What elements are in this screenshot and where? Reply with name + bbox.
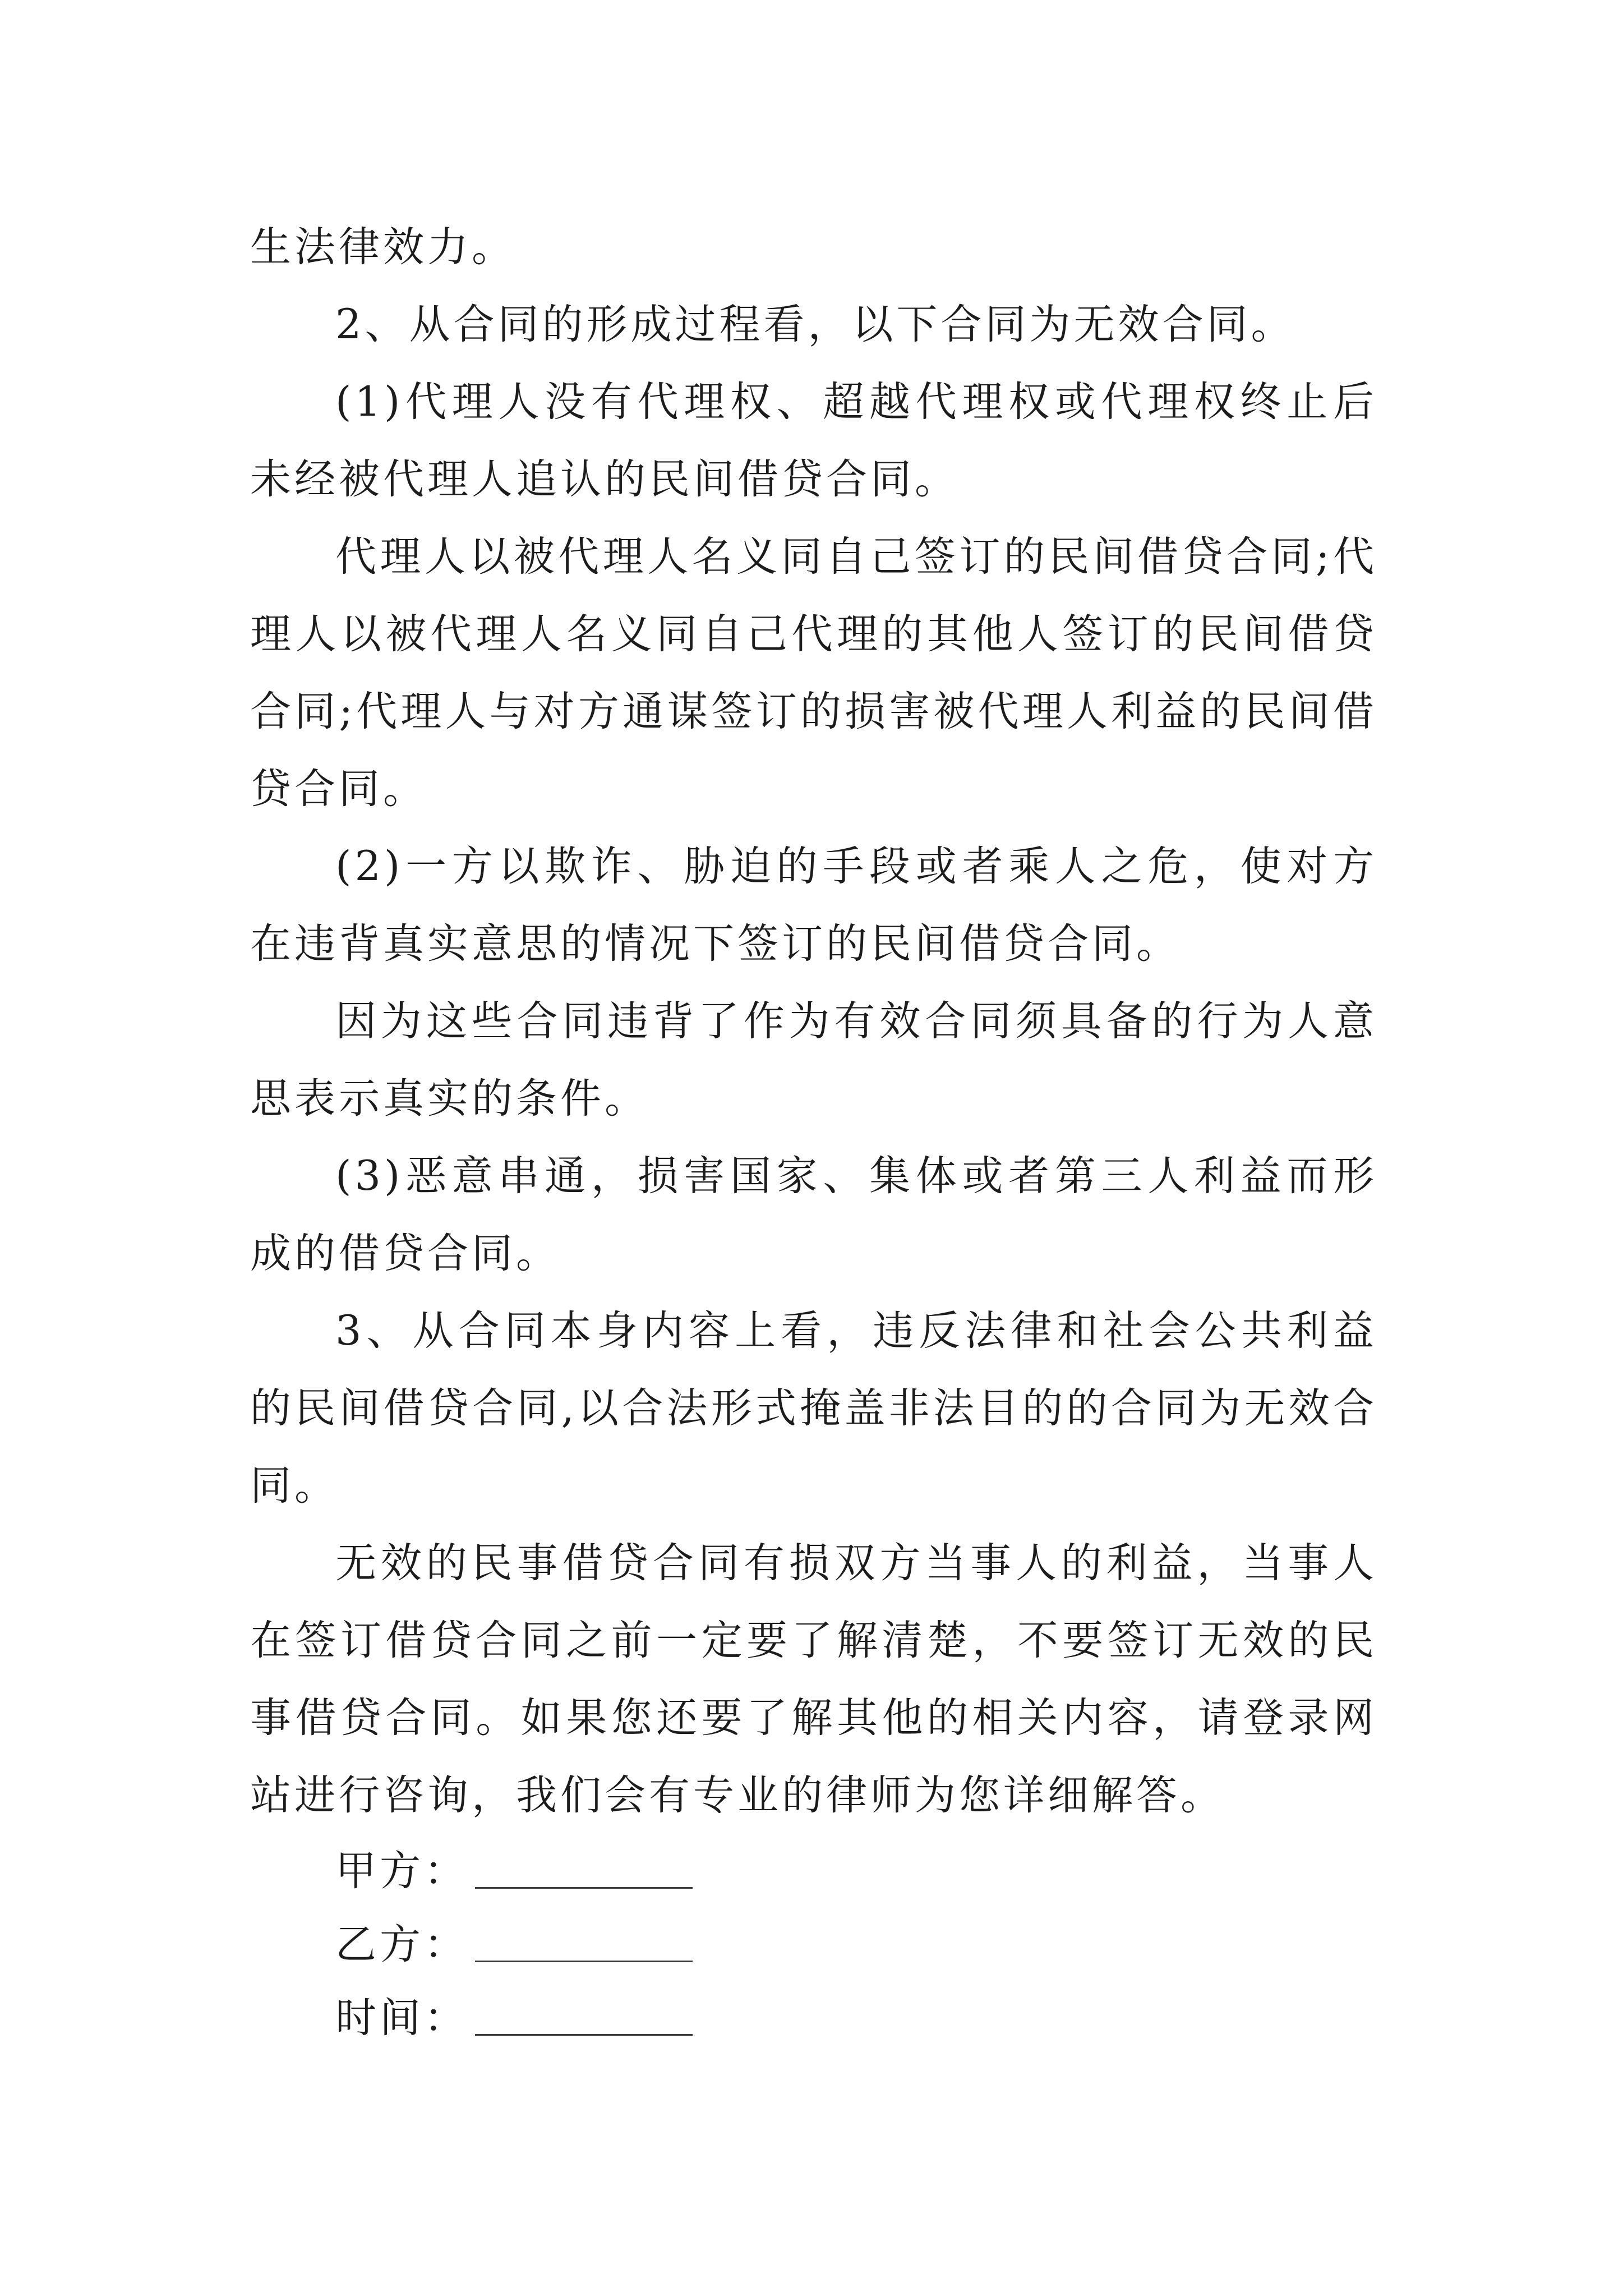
paragraph-7: (3)恶意串通，损害国家、集体或者第三人利益而形成的借贷合同。: [250, 1152, 1377, 1277]
document-body: [250, 209, 1377, 2055]
paragraph-1: 生法律效力。: [250, 223, 516, 271]
signature-party-a: [335, 1834, 1377, 1908]
signature-date: [335, 1981, 1377, 2055]
party-b-label: 乙方：: [335, 1920, 468, 1968]
signature-party-b: [335, 1908, 1377, 1981]
paragraph-2: 2、从合同的形成过程看，以下合同为无效合同。: [335, 301, 1295, 348]
party-b-blank: [475, 1927, 693, 1962]
paragraph-8: 3、从合同本身内容上看，违反法律和社会公共利益的民间借贷合同,以合法形式掩盖非法目的的合同为无效合同。: [250, 1307, 1377, 1510]
party-a-blank: [475, 1853, 693, 1889]
date-label: 时间：: [335, 1994, 468, 2042]
paragraph-9: 无效的民事借贷合同有损双方当事人的利益，当事人在签订借贷合同之前一定要了解清楚，不要签订无效的民事借贷合同。如果您还要了解其他的相关内容，请登录网站进行咨询，我们会有专业的律师为您详细解答。: [250, 1539, 1377, 1819]
paragraph-6: 因为这些合同违背了作为有效合同须具备的行为人意思表示真实的条件。: [250, 997, 1377, 1122]
paragraph-3: (1)代理人没有代理权、超越代理权或代理权终止后未经被代理人追认的民间借贷合同。: [250, 378, 1377, 503]
date-blank: [475, 2000, 693, 2036]
party-a-label: 甲方：: [335, 1847, 468, 1895]
paragraph-5: (2)一方以欺诈、胁迫的手段或者乘人之危，使对方在违背真实意思的情况下签订的民间借贷合同。: [250, 843, 1377, 968]
paragraph-4: 代理人以被代理人名义同自己签订的民间借贷合同;代理人以被代理人名义同自己代理的其他人签订的民间借贷合同;代理人与对方通谋签订的损害被代理人利益的民间借贷合同。: [250, 533, 1377, 813]
